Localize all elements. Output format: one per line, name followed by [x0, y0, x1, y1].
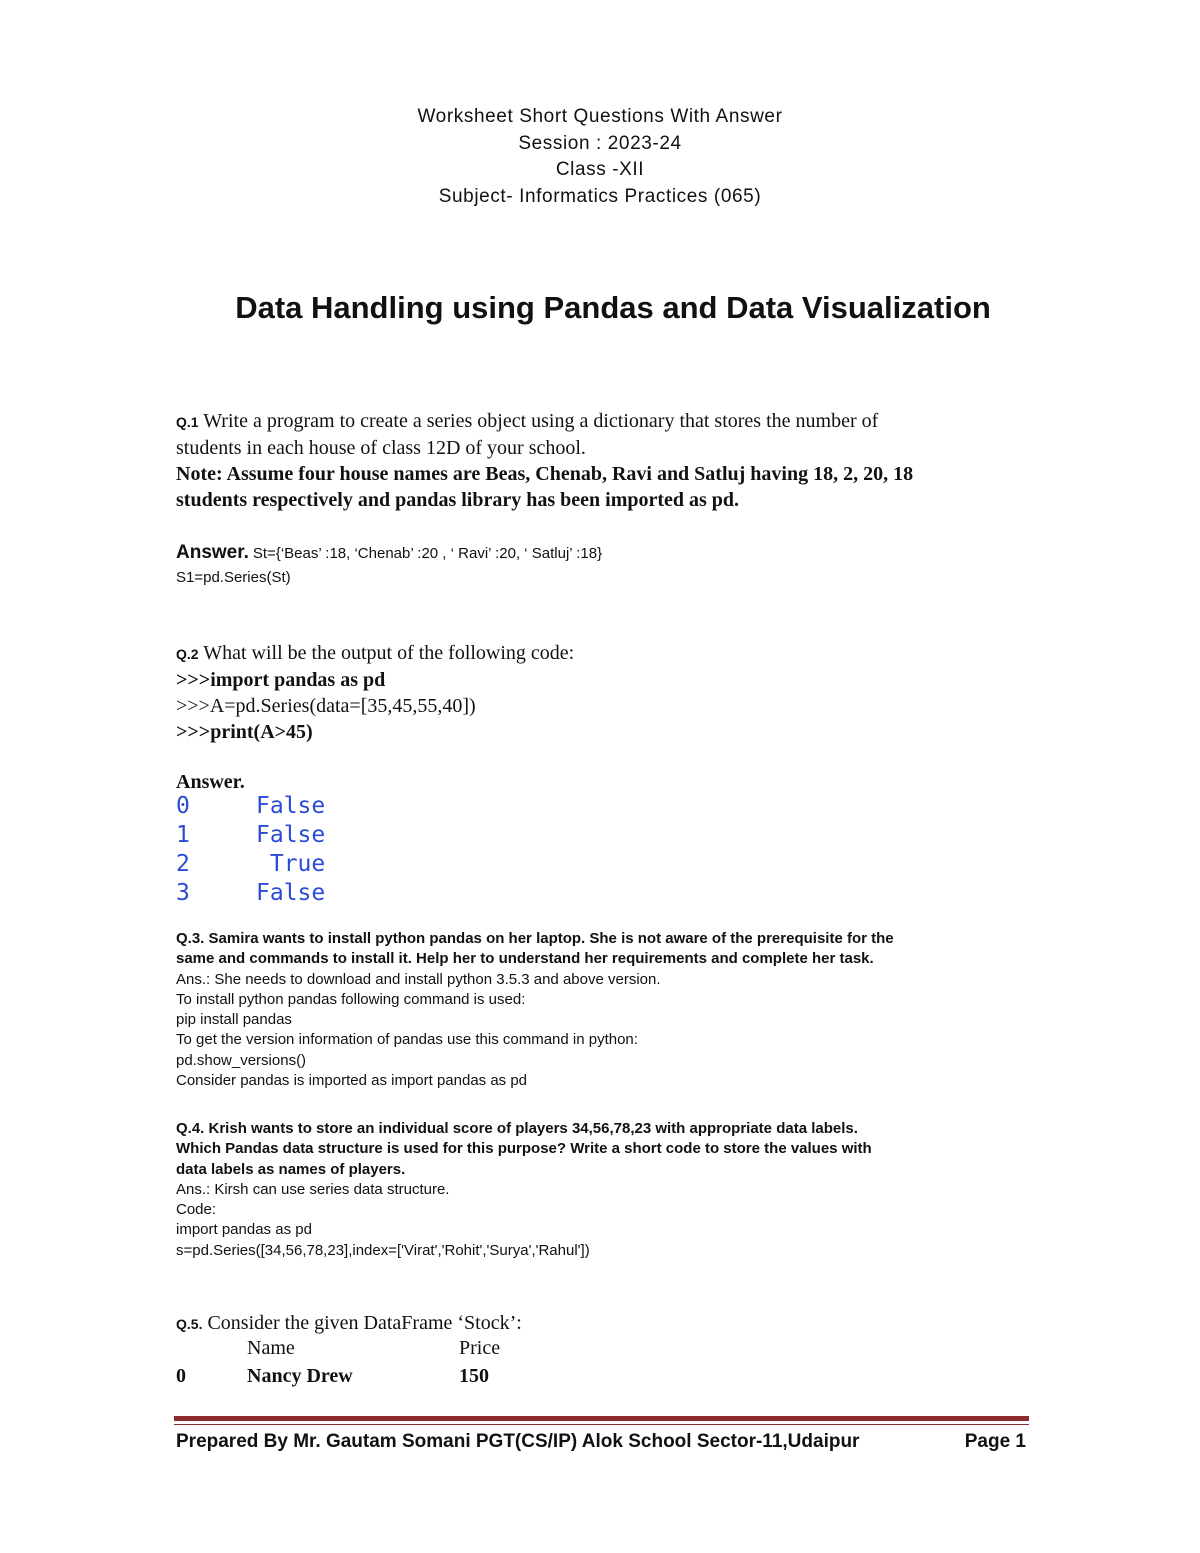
output-row: 2 True — [176, 851, 326, 877]
answer-line: import pandas as pd — [176, 1221, 312, 1239]
session-label: Session : 2023-24 — [518, 133, 682, 154]
question-number: Q.2 — [176, 646, 199, 662]
answer-line: Consider pandas is imported as import pandas as pd — [176, 1072, 528, 1090]
answer-line: s=pd.Series([34,56,78,23],index=['Virat','Rohit','Surya','Rahul']) — [176, 1241, 590, 1259]
stock-table — [0, 1335, 1200, 1395]
footer-author: Prepared By Mr. Gautam Somani PGT(CS/IP) Alok School Sector-11,Udaipur — [176, 1431, 860, 1452]
output-block — [176, 792, 325, 908]
question-number: Q.5. — [176, 1316, 203, 1332]
answer-line: To get the version information of pandas use this command in python: — [176, 1031, 638, 1049]
question-note: Note: Assume four house names are Beas, Chenab, Ravi and Satluj having 18, 2, 20, 18 — [176, 463, 914, 485]
column-header-price: Price — [459, 1337, 501, 1359]
answer-label: Answer. — [176, 771, 245, 793]
answer-line: Code: — [176, 1201, 217, 1219]
question-3 — [176, 929, 1046, 1091]
question-number: Q.1 — [176, 414, 199, 430]
question-heading: Q.4. Krish wants to store an individual score of players 34,56,78,23 with appropriate data labels. — [176, 1120, 858, 1137]
output-row: 3 False — [176, 880, 326, 906]
output-row: 0 False — [176, 793, 326, 819]
answer-1 — [176, 540, 602, 590]
question-text: Consider the given DataFrame ‘Stock’: — [202, 1312, 522, 1334]
answer-line: To install python pandas following command is used: — [176, 990, 526, 1008]
question-1 — [176, 408, 1036, 513]
output-row: 1 False — [176, 822, 326, 848]
answer-code-line: St={‘Beas’ :18, ‘Chenab’ :20 , ‘ Ravi’ :20, ‘ Satluj’ :18} — [252, 545, 603, 562]
question-text-cont: students in each house of class 12D of your school. — [176, 437, 586, 459]
code-line: >>>A=pd.Series(data=[35,45,55,40]) — [176, 695, 476, 717]
row-index: 0 — [176, 1365, 186, 1387]
page-number: Page 1 — [964, 1431, 1026, 1452]
code-line: >>>import pandas as pd — [176, 669, 386, 691]
answer-line: Ans.: She needs to download and install python 3.5.3 and above version. — [176, 970, 661, 988]
question-heading: same and commands to install it. Help her to understand her requirements and complete her task. — [176, 950, 874, 968]
footer-rule — [174, 1416, 1029, 1421]
cell-name: Nancy Drew — [247, 1365, 353, 1387]
question-2 — [176, 640, 1036, 745]
answer-label: Answer. — [176, 542, 249, 563]
question-note-cont: students respectively and pandas library has been imported as pd. — [176, 489, 740, 511]
class-label: Class -XII — [555, 159, 645, 180]
code-line: >>>print(A>45) — [176, 721, 313, 743]
column-header-name: Name — [247, 1337, 295, 1359]
worksheet-heading: Worksheet Short Questions With Answer — [417, 106, 783, 127]
page-title: Data Handling using Pandas and Data Visualization — [235, 290, 991, 325]
footer-rule-thin — [174, 1424, 1029, 1425]
cell-price: 150 — [459, 1365, 489, 1387]
answer-code-line: S1=pd.Series(St) — [176, 569, 291, 586]
question-heading: Which Pandas data structure is used for this purpose? Write a short code to store the values with — [176, 1140, 872, 1158]
answer-line: pd.show_versions() — [176, 1051, 307, 1069]
question-heading: Q.3. Samira wants to install python pandas on her laptop. She is not aware of the prerequisite for the — [176, 930, 894, 947]
question-5 — [176, 1310, 522, 1337]
question-text: Write a program to create a series object using a dictionary that stores the number of — [198, 410, 879, 432]
subject-label: Subject- Informatics Practices (065) — [438, 186, 762, 207]
page-footer — [176, 1431, 1026, 1453]
question-4 — [176, 1119, 1046, 1261]
question-text: What will be the output of the following code: — [198, 642, 575, 664]
question-heading: data labels as names of players. — [176, 1160, 406, 1178]
answer-line: Ans.: Kirsh can use series data structure. — [176, 1180, 450, 1198]
answer-line: pip install pandas — [176, 1011, 292, 1029]
